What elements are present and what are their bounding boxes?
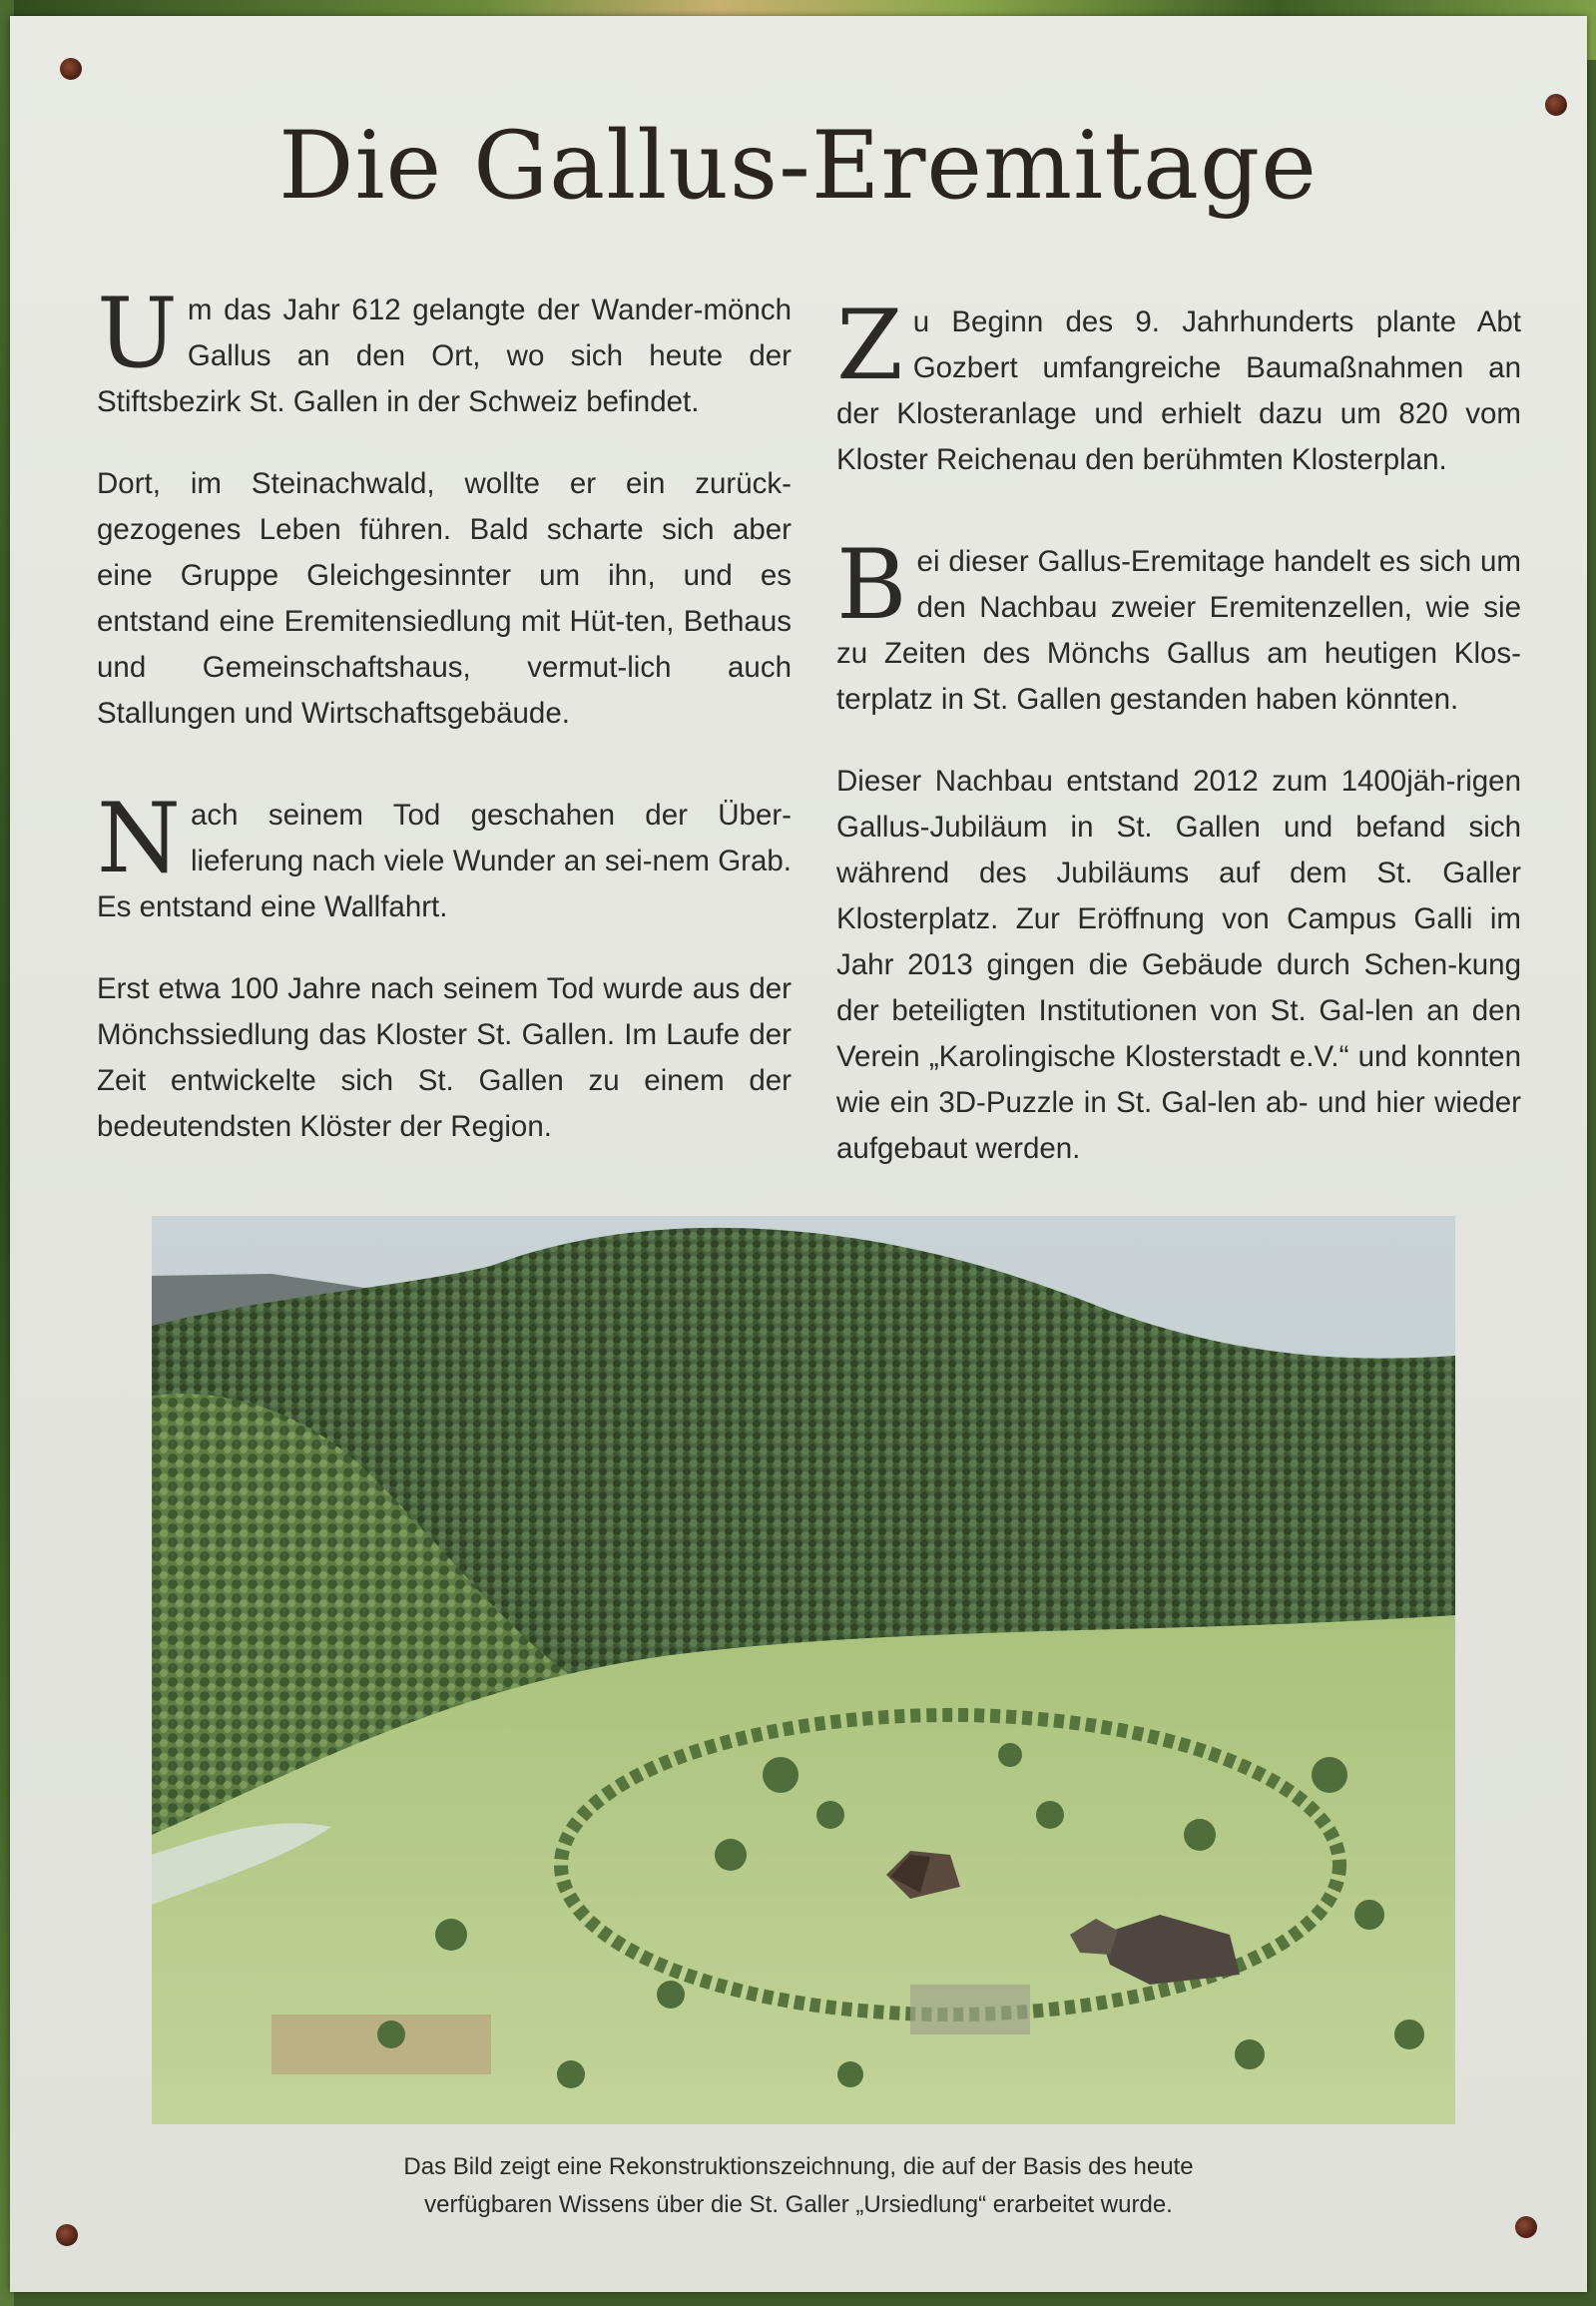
field <box>271 2015 491 2074</box>
drop-cap: N <box>97 783 181 894</box>
paragraph-text: m das Jahr 612 gelangte der Wander-mönch Gallus an den Ort, wo sich heute der Stiftsbezirk St. Gallen in der Schweiz befindet. <box>97 293 792 418</box>
drop-cap: U <box>97 278 178 389</box>
sign-title: Die Gallus-Eremitage <box>278 112 1318 221</box>
drop-cap: B <box>836 529 907 641</box>
bolt-icon <box>56 2224 78 2246</box>
landscape-illustration <box>152 1216 1455 2124</box>
text-column-right <box>836 289 1521 1208</box>
paragraph-text: Dieser Nachbau entstand 2012 zum 1400jäh-rigen Gallus-Jubiläum in St. Gallen und befand sich während des Jubiläums auf dem St. Galler Klosterplatz. Zur Eröffnung von Campus Galli im Jahr 2013 gingen die Gebäude durch Schen-kung der beteiligten Institutionen von St. Gal-len an den Verein „Karolingische Klosterstadt e.V.“ und konnten wie ein 3D-Puzzle in St. Gal-len ab- und hier wieder aufgebaut werden. <box>836 765 1521 1165</box>
caption-line: Das Bild zeigt eine Rekonstruktionszeichnung, die auf der Basis des heute <box>403 2153 1194 2180</box>
bolt-icon <box>1515 2216 1537 2238</box>
paragraph <box>97 783 792 930</box>
paragraph <box>97 461 792 737</box>
reconstruction-drawing <box>152 1216 1455 2124</box>
paragraph <box>836 289 1521 483</box>
paragraph-text: ei dieser Gallus-Eremitage handelt es sich um den Nachbau zweier Eremitenzellen, wie sie zu Zeiten des Mönchs Gallus am heutigen Klos-terplatz in St. Gallen gestanden haben könnten. <box>836 545 1521 716</box>
image-caption <box>200 2148 1397 2224</box>
bolt-icon <box>60 58 82 80</box>
paragraph <box>97 278 792 425</box>
paragraph-text: ach seinem Tod geschahen der Über-lieferung nach viele Wunder an sei-nem Grab. Es entstand eine Wallfahrt. <box>97 799 792 923</box>
paragraph <box>836 529 1521 723</box>
paragraph <box>836 759 1521 1172</box>
paragraph-text: Dort, im Steinachwald, wollte er ein zurück-gezogenes Leben führen. Bald scharte sich aber eine Gruppe Gleichgesinnter um ihn, und es entstand eine Eremitensiedlung mit Hüt-ten, Bethaus und Gemeinschaftshaus, vermut-lich auch Stallungen und Wirtschaftsgebäude. <box>97 467 792 730</box>
text-column-left <box>97 278 792 1186</box>
garden-plots <box>910 1985 1030 2034</box>
paragraph-text: u Beginn des 9. Jahrhunderts plante Abt Gozbert umfangreiche Baumaßnahmen an der Klosteranlage und erhielt dazu um 820 vom Kloster Reichenau den berühmten Klosterplan. <box>836 305 1521 476</box>
drop-cap: Z <box>836 289 903 401</box>
paragraph <box>97 966 792 1150</box>
paragraph-text: Erst etwa 100 Jahre nach seinem Tod wurde aus der Mönchssiedlung das Kloster St. Gallen. Im Laufe der Zeit entwickelte sich St. Gallen zu einem der bedeutendsten Klöster der Region. <box>97 972 792 1143</box>
caption-line: verfügbaren Wissens über die St. Galler „Ursiedlung“ erarbeitet wurde. <box>424 2191 1173 2218</box>
